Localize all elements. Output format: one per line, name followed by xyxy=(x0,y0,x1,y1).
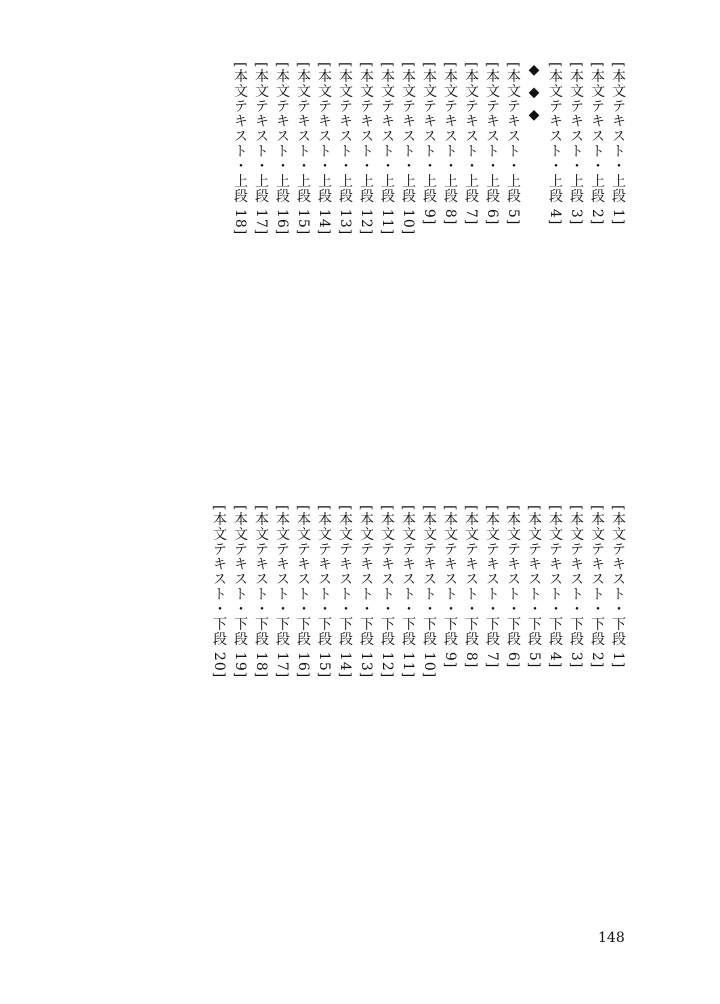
text-line: [本文テキスト・下段 19] xyxy=(232,505,248,679)
text-line: [本文テキスト・上段 18] xyxy=(232,62,248,236)
text-line: [本文テキスト・下段 3] xyxy=(568,505,584,669)
text-line: [本文テキスト・下段 4] xyxy=(547,505,563,669)
text-line: [本文テキスト・下段 20] xyxy=(211,505,227,679)
text-line: [本文テキスト・下段 1] xyxy=(610,505,626,669)
text-line: [本文テキスト・上段 2] xyxy=(589,62,605,226)
text-line: [本文テキスト・下段 6] xyxy=(505,505,521,669)
text-line: [本文テキスト・上段 5] xyxy=(505,62,521,226)
text-line: [本文テキスト・上段 17] xyxy=(253,62,269,236)
text-line: [本文テキスト・下段 13] xyxy=(358,505,374,679)
text-line: [本文テキスト・下段 16] xyxy=(295,505,311,679)
text-line: [本文テキスト・上段 11] xyxy=(379,62,395,236)
text-line: [本文テキスト・下段 5] xyxy=(526,505,542,669)
text-line: ◆ ◆ ◆ xyxy=(526,62,542,124)
text-line: [本文テキスト・上段 1] xyxy=(610,62,626,226)
text-line: [本文テキスト・上段 12] xyxy=(358,62,374,236)
text-line: [本文テキスト・上段 15] xyxy=(295,62,311,236)
text-line: [本文テキスト・上段 9] xyxy=(421,62,437,226)
page-number: 148 xyxy=(598,930,625,946)
text-line: [本文テキスト・下段 2] xyxy=(589,505,605,669)
text-line: [本文テキスト・下段 12] xyxy=(379,505,395,679)
bottom-text-block xyxy=(108,505,628,935)
text-line: [本文テキスト・上段 8] xyxy=(442,62,458,226)
top-text-block xyxy=(108,62,628,492)
text-line: [本文テキスト・下段 17] xyxy=(274,505,290,679)
text-line: [本文テキスト・下段 11] xyxy=(400,505,416,679)
text-line: [本文テキスト・上段 13] xyxy=(337,62,353,236)
text-line: [本文テキスト・上段 7] xyxy=(463,62,479,226)
text-line: [本文テキスト・下段 15] xyxy=(316,505,332,679)
text-line: [本文テキスト・下段 7] xyxy=(484,505,500,669)
text-line: [本文テキスト・下段 18] xyxy=(253,505,269,679)
text-line: [本文テキスト・下段 14] xyxy=(337,505,353,679)
text-line: [本文テキスト・下段 8] xyxy=(463,505,479,669)
text-line: [本文テキスト・上段 14] xyxy=(316,62,332,236)
text-line: [本文テキスト・上段 16] xyxy=(274,62,290,236)
text-line: [本文テキスト・下段 9] xyxy=(442,505,458,669)
text-line: [本文テキスト・上段 10] xyxy=(400,62,416,236)
text-line: [本文テキスト・上段 6] xyxy=(484,62,500,226)
text-line: [本文テキスト・上段 4] xyxy=(547,62,563,226)
text-line: [本文テキスト・上段 3] xyxy=(568,62,584,226)
text-line: [本文テキスト・下段 10] xyxy=(421,505,437,679)
